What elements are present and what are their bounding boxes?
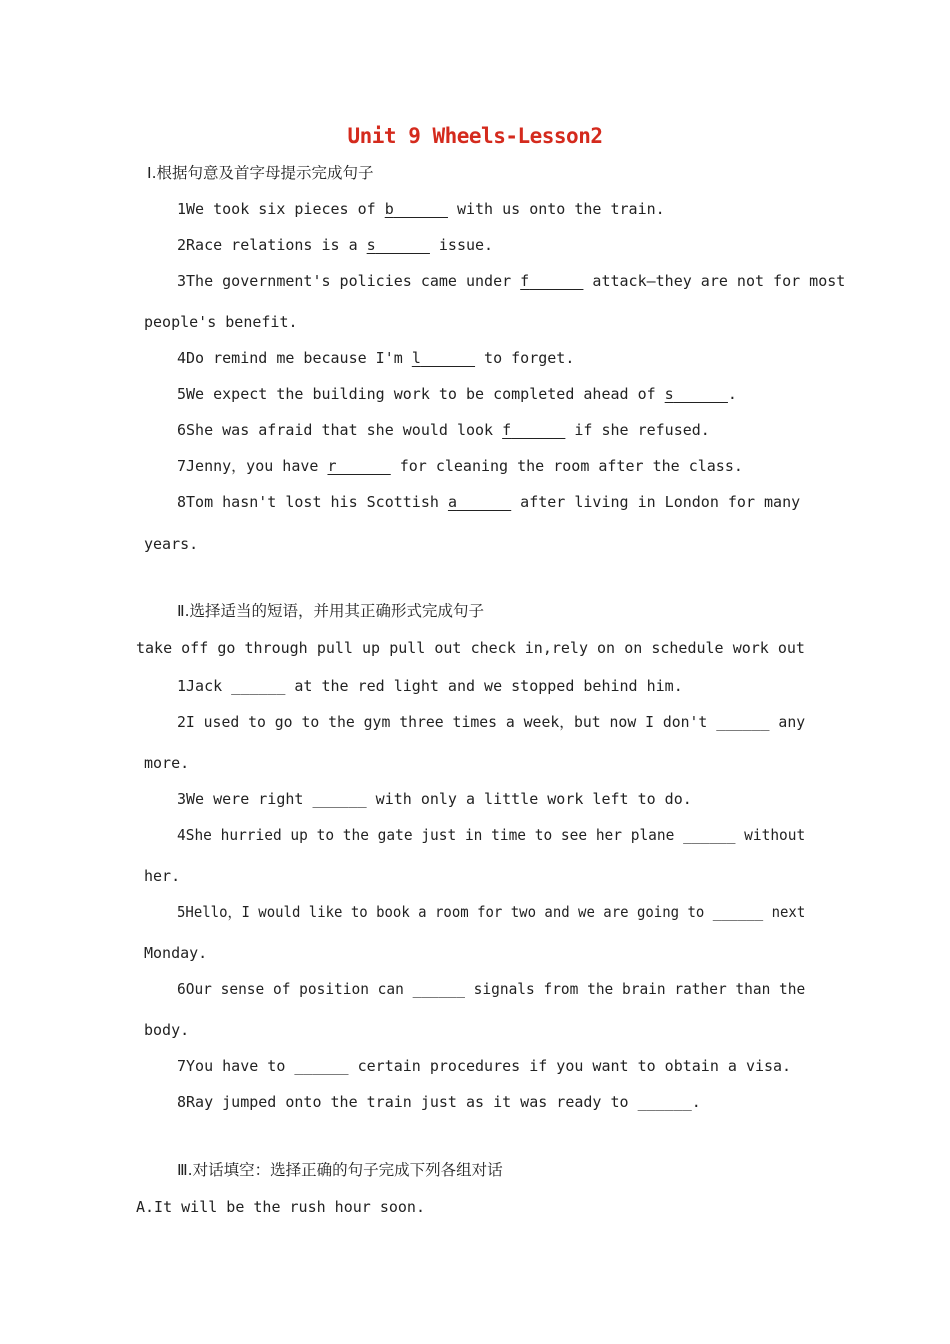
phrase-option: check in,rely on bbox=[470, 639, 616, 657]
phrase-option: on schedule bbox=[624, 639, 724, 657]
phrase-option: take off bbox=[136, 639, 209, 657]
section-1-item-8-cont: years. bbox=[144, 535, 199, 553]
section-2-item-3: 3We were right ______ with only a little work left to do. bbox=[177, 790, 692, 808]
section-1-heading: Ⅰ.根据句意及首字母提示完成句子 bbox=[147, 164, 374, 182]
section-2-item-4-cont: her. bbox=[144, 867, 181, 885]
section-1-item-5: 5We expect the building work to be completed ahead of s______. bbox=[177, 385, 737, 403]
section-1-item-6: 6She was afraid that she would look f______ if she refused. bbox=[177, 421, 710, 439]
phrase-option: work out bbox=[732, 639, 805, 657]
page-title: Unit 9 Wheels-Lesson2 bbox=[347, 124, 603, 148]
section-2-item-8: 8Ray jumped onto the train just as it was ready to ______. bbox=[177, 1093, 701, 1111]
section-2-item-6: 6Our sense of position can ______ signals from the brain rather than the bbox=[177, 980, 806, 998]
section-2-item-2-cont: more. bbox=[144, 754, 190, 772]
phrase-option: pull up bbox=[316, 639, 381, 657]
hint-letter: b______ bbox=[384, 200, 448, 218]
section-2-heading: Ⅱ.选择适当的短语，并用其正确形式完成句子 bbox=[177, 602, 485, 620]
section-1-item-4: 4Do remind me because I'm l______ to forget. bbox=[177, 349, 575, 367]
hint-letter: s______ bbox=[664, 385, 728, 403]
phrase-option: go through bbox=[217, 639, 308, 657]
section-2-item-2: 2I used to go to the gym three times a week，but now I don't ______ any bbox=[177, 713, 806, 731]
section-1-item-2: 2Race relations is a s______ issue. bbox=[177, 236, 494, 254]
section-2-item-5: 5Hello，I would like to book a room for two and we are going to ______ next bbox=[177, 903, 806, 921]
hint-letter: f______ bbox=[502, 421, 566, 439]
phrase-option: pull out bbox=[389, 639, 462, 657]
section-1-item-3-cont: people's benefit. bbox=[144, 313, 298, 331]
hint-letter: s______ bbox=[366, 236, 430, 254]
section-2-item-5-cont: Monday. bbox=[144, 944, 208, 962]
section-2-item-1: 1Jack ______ at the red light and we stopped behind him. bbox=[177, 677, 683, 695]
hint-letter: r______ bbox=[327, 457, 391, 475]
hint-letter: f______ bbox=[520, 272, 584, 290]
section-2-item-4: 4She hurried up to the gate just in time to see her plane ______ without bbox=[177, 826, 806, 844]
section-1-item-1: 1We took six pieces of b______ with us onto the train. bbox=[177, 200, 665, 218]
phrase-options bbox=[136, 638, 805, 658]
section-2-item-6-cont: body. bbox=[144, 1021, 190, 1039]
hint-letter: a______ bbox=[447, 493, 512, 511]
section-1-item-7: 7Jenny，you have r______ for cleaning the room after the class. bbox=[177, 457, 743, 475]
hint-letter: l______ bbox=[411, 349, 476, 367]
section-3-heading: Ⅲ.对话填空：选择正确的句子完成下列各组对话 bbox=[177, 1161, 503, 1179]
dialogue-option-a: A.It will be the rush hour soon. bbox=[136, 1198, 425, 1216]
section-1-item-3: 3The government's policies came under f______ attack—they are not for most bbox=[177, 272, 846, 290]
section-1-item-8: 8Tom hasn't lost his Scottish a______ after living in London for many bbox=[177, 493, 801, 511]
section-2-item-7: 7You have to ______ certain procedures if you want to obtain a visa. bbox=[177, 1057, 792, 1075]
